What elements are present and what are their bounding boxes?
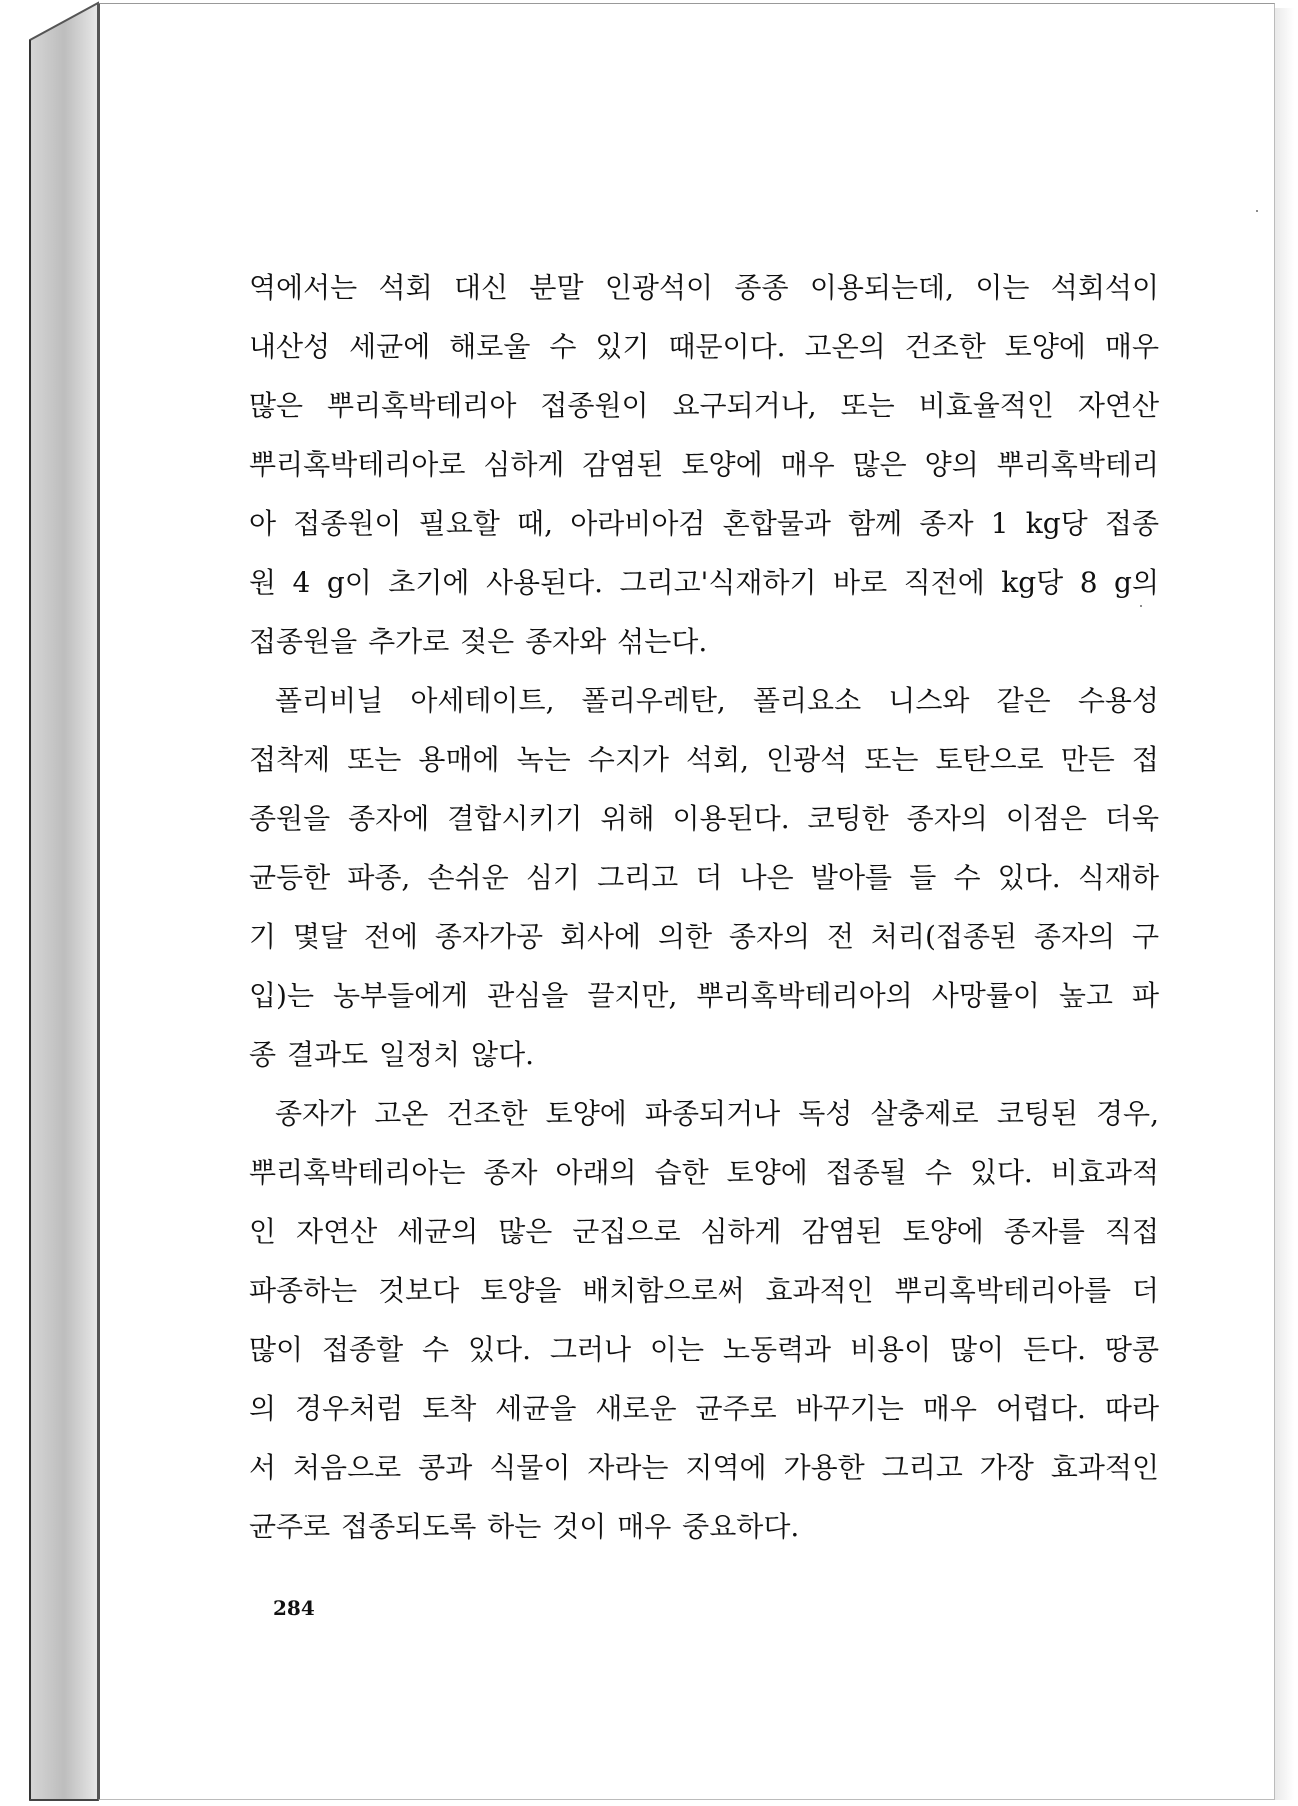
text-line: 서 처음으로 콩과 식물이 자라는 지역에 가용한 그리고 가장 효과적인: [249, 1451, 1159, 1484]
text-line: 종 결과도 일정치 않다.: [249, 1038, 535, 1071]
text-line: 균등한 파종, 손쉬운 심기 그리고 더 나은 발아를 들 수 있다. 식재하: [249, 861, 1159, 894]
paragraph-2: [249, 671, 1159, 1084]
text-line: 종원을 종자에 결합시키기 위해 이용된다. 코팅한 종자의 이점은 더욱: [249, 802, 1159, 835]
text-line: 내산성 세균에 해로울 수 있기 때문이다. 고온의 건조한 토양에 매우: [249, 330, 1159, 363]
text-line: 뿌리혹박테리아는 종자 아래의 습한 토양에 접종될 수 있다. 비효과적: [249, 1156, 1159, 1189]
text-line: 종자가 고온 건조한 토양에 파종되거나 독성 살충제로 코팅된 경우,: [275, 1097, 1159, 1130]
text-line: 인 자연산 세균의 많은 군집으로 심하게 감염된 토양에 종자를 직접: [249, 1215, 1159, 1248]
text-line: 입)는 농부들에게 관심을 끌지만, 뿌리혹박테리아의 사망률이 높고 파: [249, 979, 1159, 1012]
scan-speck: [1256, 210, 1258, 212]
text-line: 원 4 g이 초기에 사용된다. 그리고'식재하기 바로 직전에 kg당 8 g의: [249, 566, 1159, 599]
page-number: 284: [273, 1596, 315, 1620]
text-line: 기 몇달 전에 종자가공 회사에 의한 종자의 전 처리(접종된 종자의 구: [249, 920, 1159, 953]
text-line: 접종원을 추가로 젖은 종자와 섞는다.: [249, 625, 708, 658]
text-line: 역에서는 석회 대신 분말 인광석이 종종 이용되는데, 이는 석회석이: [249, 271, 1159, 304]
text-line: 많은 뿌리혹박테리아 접종원이 요구되거나, 또는 비효율적인 자연산: [249, 389, 1159, 422]
text-line: 뿌리혹박테리아로 심하게 감염된 토양에 매우 많은 양의 뿌리혹박테리: [249, 448, 1159, 481]
body-text: [249, 258, 1159, 1556]
page-edge-shadow: [1272, 8, 1294, 1800]
text-line: 아 접종원이 필요할 때, 아라비아검 혼합물과 함께 종자 1 kg당 접종: [249, 507, 1159, 540]
text-line: 균주로 접종되도록 하는 것이 매우 중요하다.: [249, 1510, 800, 1543]
text-line: 많이 접종할 수 있다. 그러나 이는 노동력과 비용이 많이 든다. 땅콩: [249, 1333, 1159, 1366]
text-line: 파종하는 것보다 토양을 배치함으로써 효과적인 뿌리혹박테리아를 더: [249, 1274, 1159, 1307]
text-line: 접착제 또는 용매에 녹는 수지가 석회, 인광석 또는 토탄으로 만든 접: [249, 743, 1159, 776]
text-line: 의 경우처럼 토착 세균을 새로운 균주로 바꾸기는 매우 어렵다. 따라: [249, 1392, 1159, 1425]
paragraph-1: [249, 258, 1159, 671]
paragraph-3: [249, 1084, 1159, 1556]
text-line: 폴리비닐 아세테이트, 폴리우레탄, 폴리요소 니스와 같은 수용성: [275, 684, 1159, 717]
